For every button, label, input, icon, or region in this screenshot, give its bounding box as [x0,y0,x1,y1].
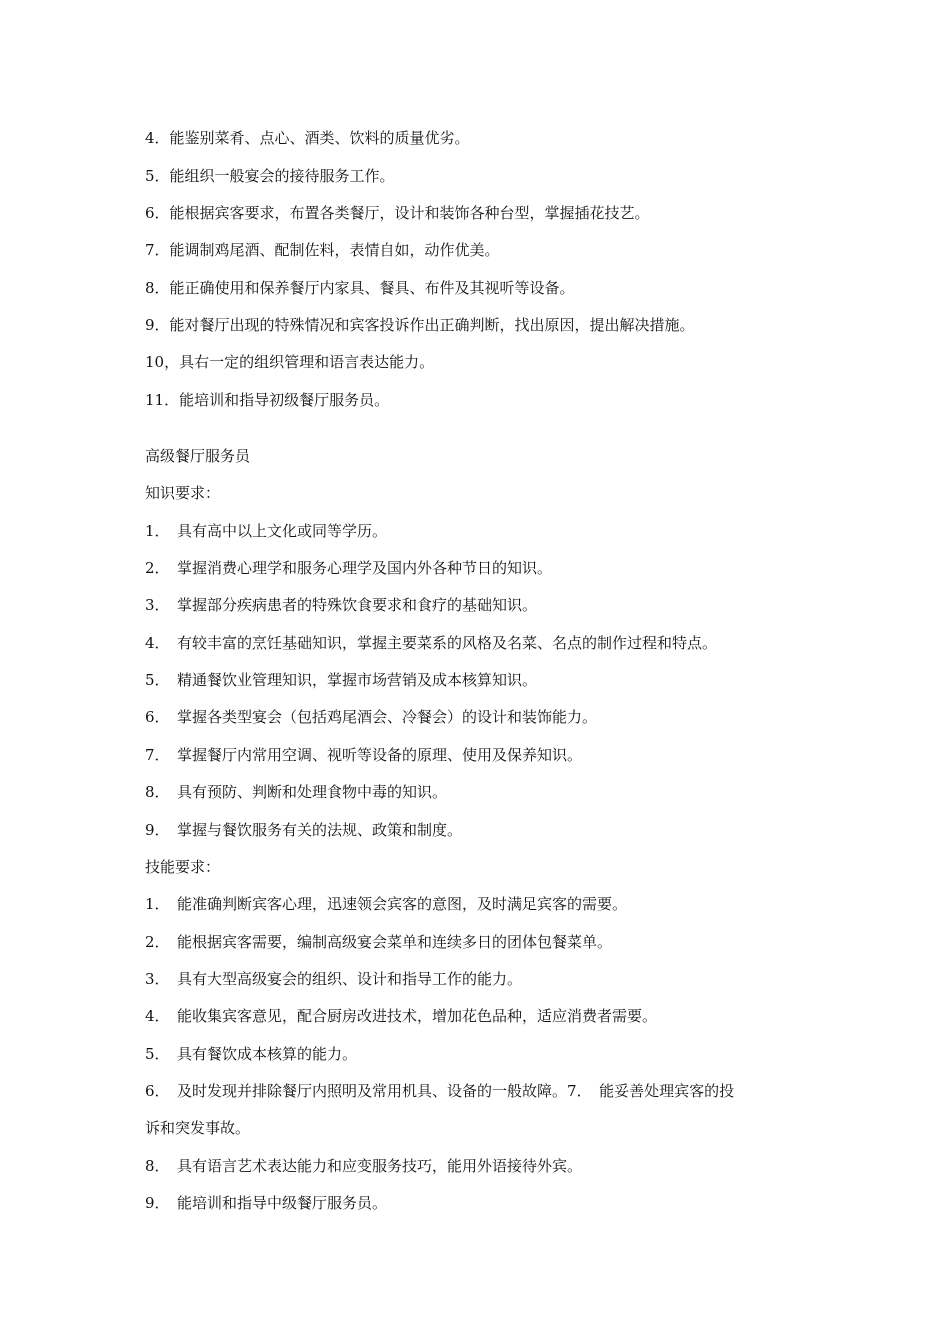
skills-item-8: 8． 具有语言艺术表达能力和应变服务技巧，能用外语接待外宾。 [145,1157,583,1175]
intermediate-skill-item-8: 8．能正确使用和保养餐厅内家具、餐具、布件及其视听等设备。 [145,279,575,297]
skills-item-1: 1． 能准确判断宾客心理，迅速领会宾客的意图，及时满足宾客的需要。 [145,895,628,913]
knowledge-item-2: 2． 掌握消费心理学和服务心理学及国内外各种节日的知识。 [145,559,553,577]
skills-item-3: 3． 具有大型高级宴会的组织、设计和指导工作的能力。 [145,970,523,988]
knowledge-item-3: 3． 掌握部分疾病患者的特殊饮食要求和食疗的基础知识。 [145,596,538,614]
senior-section-title: 高级餐厅服务员 [145,447,251,465]
intermediate-skill-item-9: 9．能对餐厅出现的特殊情况和宾客投诉作出正确判断，找出原因，提出解决措施。 [145,316,695,334]
knowledge-item-7: 7． 掌握餐厅内常用空调、视听等设备的原理、使用及保养知识。 [145,746,583,764]
knowledge-item-1: 1． 具有高中以上文化或同等学历。 [145,522,388,540]
knowledge-item-4: 4． 有较丰富的烹饪基础知识，掌握主要菜系的风格及名菜、名点的制作过程和特点。 [145,634,718,652]
skills-item-9: 9． 能培训和指导中级餐厅服务员。 [145,1194,388,1212]
intermediate-skill-item-6: 6．能根据宾客要求，布置各类餐厅，设计和装饰各种台型，掌握插花技艺。 [145,204,650,222]
skills-item-4: 4． 能收集宾客意见，配合厨房改进技术，增加花色品种，适应消费者需要。 [145,1007,658,1025]
knowledge-item-6: 6． 掌握各类型宴会（包括鸡尾酒会、冷餐会）的设计和装饰能力。 [145,708,598,726]
skills-item-5: 5． 具有餐饮成本核算的能力。 [145,1045,358,1063]
intermediate-skill-item-10: 10，具右一定的组织管理和语言表达能力。 [145,353,435,371]
skills-item-7-continued: 诉和突发事故。 [145,1119,251,1137]
knowledge-item-5: 5． 精通餐饮业管理知识，掌握市场营销及成本核算知识。 [145,671,538,689]
skills-item-6-7: 6． 及时发现并排除餐厅内照明及常用机具、设备的一般故障。7． 能妥善处理宾客的投 [145,1082,735,1100]
knowledge-heading: 知识要求： [145,484,221,502]
skills-item-2: 2． 能根据宾客需要，编制高级宴会菜单和连续多日的团体包餐菜单。 [145,933,613,951]
intermediate-skill-item-11: 11．能培训和指导初级餐厅服务员。 [145,391,390,409]
knowledge-item-9: 9． 掌握与餐饮服务有关的法规、政策和制度。 [145,821,463,839]
skills-heading: 技能要求： [145,858,221,876]
intermediate-skill-item-4: 4．能鉴别菜肴、点心、酒类、饮料的质量优劣。 [145,129,470,147]
knowledge-item-8: 8． 具有预防、判断和处理食物中毒的知识。 [145,783,448,801]
intermediate-skill-item-7: 7．能调制鸡尾酒、配制佐料，表情自如，动作优美。 [145,241,500,259]
intermediate-skill-item-5: 5．能组织一般宴会的接待服务工作。 [145,167,395,185]
